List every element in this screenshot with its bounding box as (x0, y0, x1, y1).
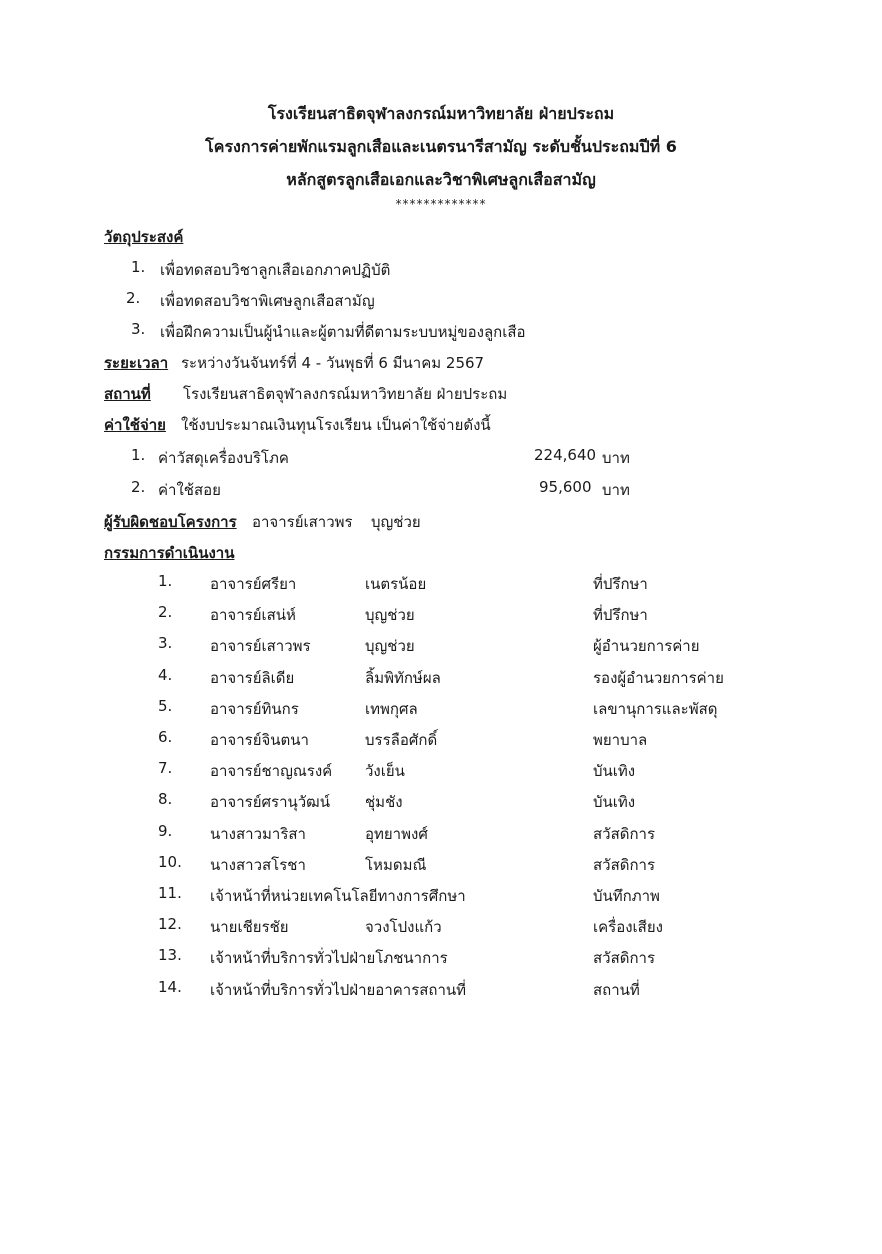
committee-row-role: บันเทิง (593, 762, 636, 780)
committee-row-role: เลขานุการและพัสดุ (593, 700, 718, 718)
committee-row-number: 8. (158, 790, 173, 808)
committee-row-role: พยาบาล (593, 731, 648, 749)
committee-row-number: 6. (158, 728, 173, 746)
committee-row-number: 10. (158, 853, 182, 871)
committee-row-surname: บุญช่วย (365, 637, 415, 655)
expense-name: ค่าใช้สอย (158, 481, 221, 499)
committee-row-name: นางสาวสโรชา (210, 856, 306, 874)
committee-row-number: 4. (158, 666, 173, 684)
committee-row-number: 11. (158, 884, 182, 902)
committee-row-name: อาจารย์จินตนา (210, 731, 309, 749)
committee-row-number: 9. (158, 822, 173, 840)
committee-row-name: อาจารย์ชาญณรงค์ (210, 762, 333, 780)
committee-row-name: เจ้าหน้าที่บริการทั่วไปฝ่ายโภชนาการ (210, 949, 448, 967)
expense-number: 2. (131, 478, 146, 496)
committee-row-name: นายเชียรชัย (210, 918, 289, 936)
venue-value: โรงเรียนสาธิตจุฬาลงกรณ์มหาวิทยาลัย ฝ่ายประถม (183, 385, 508, 403)
committee-row-role: สถานที่ (593, 981, 640, 999)
committee-row-number: 3. (158, 634, 173, 652)
objective-number: 3. (131, 320, 146, 338)
committee-row-number: 12. (158, 915, 182, 933)
committee-row-role: รองผู้อำนวยการค่าย (593, 669, 724, 687)
committee-heading: กรรมการดำเนินงาน (104, 544, 235, 562)
committee-row-number: 13. (158, 946, 182, 964)
expense-number: 1. (131, 446, 146, 464)
committee-row-name: อาจารย์ศรียา (210, 575, 297, 593)
committee-row-number: 7. (158, 759, 173, 777)
committee-row-number: 14. (158, 978, 182, 996)
objective-text: เพื่อทดสอบวิชาพิเศษลูกเสือสามัญ (160, 292, 375, 310)
committee-row-role: ที่ปรึกษา (593, 575, 648, 593)
committee-row-surname: ชุ่มชัง (365, 793, 403, 811)
committee-row-role: บันเทิง (593, 793, 636, 811)
committee-row-name: อาจารย์เสน่ห์ (210, 606, 296, 624)
objective-text: เพื่อฝึกความเป็นผู้นำและผู้ตามที่ดีตามระบบหมู่ของลูกเสือ (160, 323, 526, 341)
responsible-name: อาจารย์เสาวพร (252, 513, 353, 531)
committee-row-surname: วังเย็น (365, 762, 405, 780)
expense-unit: บาท (602, 481, 630, 499)
committee-row-role: สวัสดิการ (593, 949, 656, 967)
committee-row-number: 2. (158, 603, 173, 621)
objective-number: 2. (126, 289, 141, 307)
responsible-surname: บุญช่วย (371, 513, 421, 531)
committee-row-role: สวัสดิการ (593, 825, 656, 843)
committee-row-number: 5. (158, 697, 173, 715)
committee-row-surname: เนตรน้อย (365, 575, 427, 593)
expense-unit: บาท (602, 449, 630, 467)
separator-stars: ************* (395, 197, 487, 211)
expenses-label: ค่าใช้จ่าย (104, 416, 166, 434)
committee-row-role: ผู้อำนวยการค่าย (593, 637, 700, 655)
committee-row-role: เครื่องเสียง (593, 918, 663, 936)
responsible-label: ผู้รับผิดชอบโครงการ (104, 513, 237, 531)
objective-text: เพื่อทดสอบวิชาลูกเสือเอกภาคปฏิบัติ (160, 261, 391, 279)
committee-row-surname: ลิ้มพิทักษ์ผล (365, 669, 441, 687)
committee-row-role: บันทึกภาพ (593, 887, 660, 905)
period-value: ระหว่างวันจันทร์ที่ 4 - วันพุธที่ 6 มีนาคม 2567 (181, 354, 485, 372)
committee-row-name: อาจารย์เสาวพร (210, 637, 311, 655)
committee-row-name: อาจารย์ทินกร (210, 700, 299, 718)
committee-row-name: นางสาวมาริสา (210, 825, 306, 843)
school-title: โรงเรียนสาธิตจุฬาลงกรณ์มหาวิทยาลัย ฝ่ายประถม (267, 104, 615, 123)
committee-row-name: อาจารย์ศรานุวัฒน์ (210, 793, 330, 811)
committee-row-name: เจ้าหน้าที่หน่วยเทคโนโลยีทางการศึกษา (210, 887, 466, 905)
committee-row-surname: บุญช่วย (365, 606, 415, 624)
project-title: โครงการค่ายพักแรมลูกเสือและเนตรนารีสามัญ ระดับชั้นประถมปีที่ 6 (205, 137, 677, 156)
committee-row-surname: จวงโปงแก้ว (365, 918, 442, 936)
committee-row-surname: เทพกุศล (365, 700, 418, 718)
committee-row-surname: โหมดมณี (365, 856, 427, 874)
period-label: ระยะเวลา (104, 354, 169, 372)
committee-row-role: สวัสดิการ (593, 856, 656, 874)
expense-amount: 224,640 (534, 446, 597, 464)
objective-number: 1. (131, 258, 146, 276)
committee-row-role: ที่ปรึกษา (593, 606, 648, 624)
curriculum-title: หลักสูตรลูกเสือเอกและวิชาพิเศษลูกเสือสามัญ (286, 170, 596, 189)
committee-row-surname: บรรลือศักดิ์ (365, 731, 438, 749)
expense-amount: 95,600 (539, 478, 592, 496)
objectives-heading: วัตถุประสงค์ (104, 228, 184, 246)
committee-row-number: 1. (158, 572, 173, 590)
venue-label: สถานที่ (104, 385, 151, 403)
committee-row-surname: อุทยาพงศ์ (365, 825, 428, 843)
committee-row-name: อาจารย์ลิเดีย (210, 669, 295, 687)
committee-row-name: เจ้าหน้าที่บริการทั่วไปฝ่ายอาคารสถานที่ (210, 981, 467, 999)
expenses-value: ใช้งบประมาณเงินทุนโรงเรียน เป็นค่าใช้จ่ายดังนี้ (181, 416, 491, 434)
expense-name: ค่าวัสดุเครื่องบริโภค (158, 449, 289, 467)
